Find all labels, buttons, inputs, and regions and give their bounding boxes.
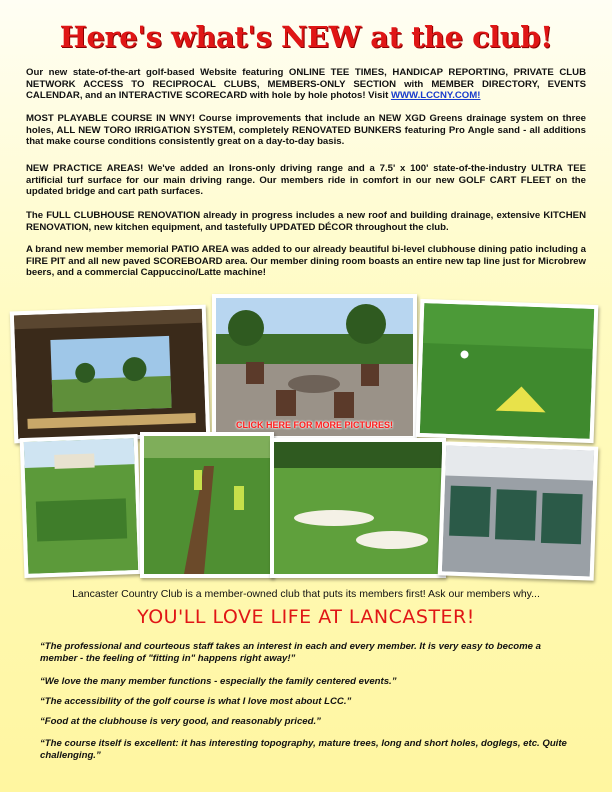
website-text: Our new state-of-the-art golf-based Website featuring ONLINE TEE TIMES, HANDICAP REPORTING, PRIVATE CLUB NETWORK ACCESS TO RECIPROCAL CLUBS, MEMBERS-ONLY SECTION with MEMBER DIRECTORY, EVENTS CALENDAR, and an INTERACTIVE SCORECARD with hole by hole photos! Visit — [26, 67, 586, 102]
website-image — [14, 309, 206, 439]
golf-carts-image — [442, 445, 594, 576]
quote-5: “The course itself is excellent: it has interesting topography, mature trees, long and short holes, doglegs, etc. Quite challenging.” — [40, 738, 567, 761]
drainage-work-image — [144, 436, 270, 574]
patio-image — [216, 298, 413, 436]
bunker-image — [274, 442, 442, 574]
patio-paragraph: A brand new member memorial PATIO AREA was added to our already beautiful bi-level clubhouse dining patio including a FIRE PIT and all new paved SCOREBOARD area. Our member dining room boasts an entire new tap line just for Microbrew beers, and a commercial Cappuccino/Latte machine! — [26, 244, 586, 279]
website-link[interactable]: WWW.LCCNY.COM! — [390, 90, 481, 102]
page-title: Here's what's NEW at the club! — [59, 20, 553, 54]
more-pictures-link[interactable]: CLICK HERE FOR MORE PICTURES! — [235, 420, 393, 430]
love-life-heading: YOU'LL LOVE LIFE AT LANCASTER! — [137, 606, 475, 628]
drainage-work-photo[interactable] — [140, 432, 274, 578]
member-owned-tagline: Lancaster Country Club is a member-owned club that puts its members first! Ask our members why... — [72, 588, 540, 600]
quote-4: “Food at the clubhouse is very good, and reasonably priced.” — [40, 716, 321, 727]
bunker-photo[interactable] — [270, 438, 446, 578]
range-balls-photo[interactable] — [416, 299, 599, 443]
clubhouse-paragraph: The FULL CLUBHOUSE RENOVATION already in progress includes a new roof and building drainage, extensive KITCHEN RENOVATION, new kitchen equipment, and tastefully UPDATED DÉCOR throughout the club. — [26, 210, 586, 233]
driving-range-image — [24, 438, 139, 574]
quote-3: “The accessibility of the golf course is what I love most about LCC.” — [40, 696, 352, 707]
range-balls-image — [420, 303, 594, 439]
patio-photo[interactable] — [212, 294, 417, 440]
driving-range-photo[interactable] — [20, 434, 143, 578]
quote-2: “We love the many member functions - especially the family centered events.” — [40, 676, 397, 687]
website-paragraph — [26, 67, 586, 102]
golf-carts-photo[interactable] — [438, 441, 599, 580]
website-screenshot-photo[interactable] — [10, 305, 210, 444]
course-paragraph: MOST PLAYABLE COURSE IN WNY! Course improvements that include an NEW XGD Greens drainage system on three holes, ALL NEW TORO IRRIGATION SYSTEM, completely RENOVATED BUNKERS featuring Pro Angle sand - all additions that make course conditions consistently great on a day-to-day basis. — [26, 113, 586, 148]
quote-1: “The professional and courteous staff takes an interest in each and every member. It is very easy to become a member - the feeling of "fitting in" happens right away!” — [40, 641, 542, 664]
practice-paragraph: NEW PRACTICE AREAS! We've added an Irons-only driving range and a 7.5' x 100' state-of-the-industry ULTRA TEE artificial turf surface for our main driving range. Our members ride in comfort in our new GOLF CART FLEET on the updated bridge and cart path surfaces. — [26, 163, 586, 198]
